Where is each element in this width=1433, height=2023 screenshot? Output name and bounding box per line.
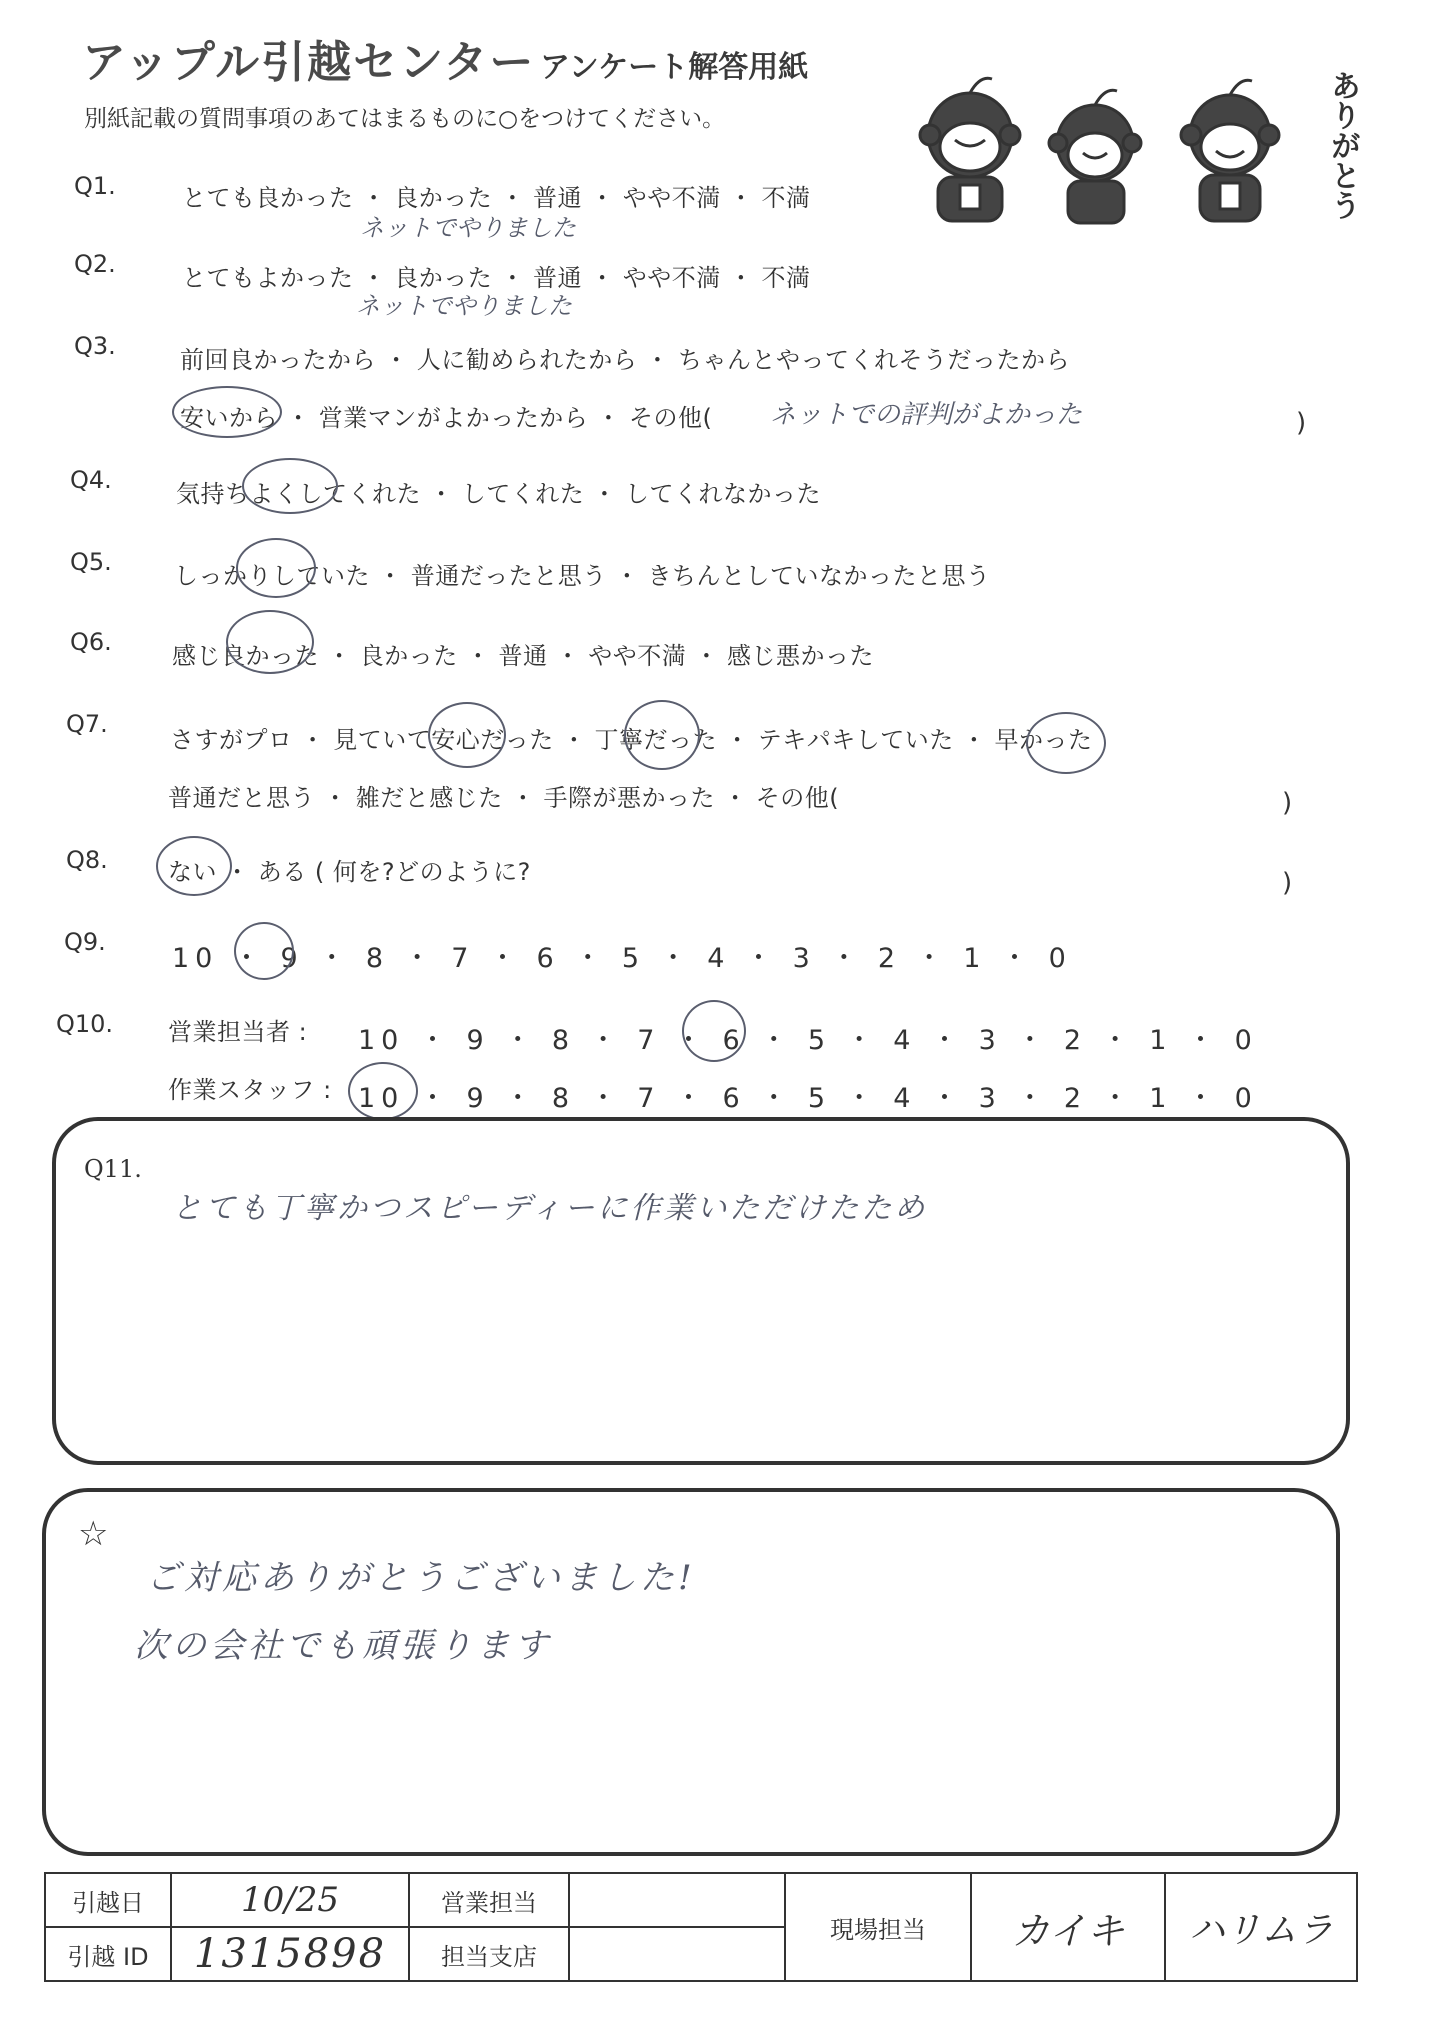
q10-label: Q10. — [56, 1010, 114, 1038]
sales-rep-value — [569, 1873, 785, 1927]
q6-selection-circle — [226, 610, 314, 674]
thanks-text: ありがとう — [1325, 70, 1360, 220]
q3-close-paren: ) — [1296, 408, 1307, 438]
q8-selection-circle — [156, 836, 232, 896]
comment-line-2: 次の会社でも頑張ります — [134, 1626, 552, 1666]
q7-selection-circle-hayakatta — [1026, 712, 1106, 774]
q11-answer-box — [52, 1117, 1350, 1465]
q7-selection-circle-anshin — [428, 702, 506, 768]
q10-sales-scale: 10 ・ 9 ・ 8 ・ 7 ・ 6 ・ 5 ・ 4 ・ 3 ・ 2 ・ 1 ・ 0 — [358, 1025, 1258, 1056]
q3-options-line-1: 前回良かったから ・ 人に勧められたから ・ ちゃんとやってくれそうだったから — [180, 346, 1071, 374]
site-staff-1: カイキ — [971, 1873, 1165, 1981]
q7-close-paren: ) — [1282, 788, 1293, 818]
q3-options-line-2: 安いから ・ 営業マンがよかったから ・ その他( — [180, 404, 713, 432]
q7-selection-circle-teinei — [624, 700, 700, 770]
comment-line-1: ご対応ありがとうございました! — [146, 1558, 696, 1598]
q10-sales-selection-circle — [682, 1000, 746, 1062]
form-title: アンケート解答用紙 — [540, 50, 809, 85]
sales-rep-label: 営業担当 — [409, 1873, 569, 1927]
q6-options: 感じ良かった ・ 良かった ・ 普通 ・ やや不満 ・ 感じ悪かった — [172, 642, 875, 670]
comment-box — [42, 1488, 1340, 1856]
q4-label: Q4. — [70, 466, 112, 494]
q8-close-paren: ) — [1282, 868, 1293, 898]
q10-staff-scale: 10 ・ 9 ・ 8 ・ 7 ・ 6 ・ 5 ・ 4 ・ 3 ・ 2 ・ 1 ・ 0 — [358, 1083, 1258, 1114]
monkey-2-icon — [1049, 90, 1141, 223]
q3-handwritten-note: ネットでの評判がよかった — [770, 400, 1083, 430]
q9-label: Q9. — [64, 928, 106, 956]
q7-options-line-2: 普通だと思う ・ 雑だと感じた ・ 手際が悪かった ・ その他( — [168, 784, 840, 812]
q5-options: しっかりしていた ・ 普通だったと思う ・ きちんとしていなかったと思う — [174, 562, 991, 590]
q4-selection-circle — [242, 458, 338, 514]
q3-selection-circle — [172, 386, 282, 438]
q2-label: Q2. — [74, 250, 116, 278]
q7-label: Q7. — [66, 710, 108, 738]
company-title: アップル引越センター — [82, 37, 536, 88]
move-date-label: 引越日 — [45, 1873, 171, 1927]
q8-options: ない ・ ある ( 何を?どのように? — [168, 858, 531, 886]
branch-value — [569, 1927, 785, 1981]
q1-label: Q1. — [74, 172, 116, 200]
q6-label: Q6. — [70, 628, 112, 656]
move-id-label: 引越 ID — [45, 1927, 171, 1981]
q8-label: Q8. — [66, 846, 108, 874]
q10-sales-label: 営業担当者 : — [168, 1018, 308, 1046]
q2-options: とてもよかった ・ 良かった ・ 普通 ・ やや不満 ・ 不満 — [182, 264, 811, 292]
q5-selection-circle — [236, 538, 316, 598]
q2-handwritten-note: ネットでやりました — [356, 292, 572, 320]
move-id-value: 1315898 — [171, 1927, 409, 1981]
move-date-value: 10/25 — [171, 1873, 409, 1927]
q7-options-line-1: さすがプロ ・ 見ていて安心だった ・ 丁寧だった ・ テキパキしていた ・ 早かった — [170, 726, 1093, 754]
q3-label: Q3. — [74, 332, 116, 360]
q9-selection-circle — [234, 922, 294, 980]
q9-scale: 10 ・ 9 ・ 8 ・ 7 ・ 6 ・ 5 ・ 4 ・ 3 ・ 2 ・ 1 ・ 0 — [172, 943, 1072, 974]
q5-label: Q5. — [70, 548, 112, 576]
q10-staff-label: 作業スタッフ : — [168, 1076, 332, 1104]
monkey-3-icon — [1181, 80, 1279, 221]
q1-options: とても良かった ・ 良かった ・ 普通 ・ やや不満 ・ 不満 — [182, 184, 811, 212]
star-icon: ☆ — [78, 1514, 109, 1554]
site-staff-2: ハリムラ — [1165, 1873, 1357, 1981]
q11-handwritten-answer: とても丁寧かつスピーディーに作業いただけたため — [172, 1191, 928, 1226]
q4-options: 気持ちよくしてくれた ・ してくれた ・ してくれなかった — [176, 480, 822, 508]
mascot-monkeys-illustration — [900, 55, 1360, 240]
branch-label: 担当支店 — [409, 1927, 569, 1981]
footer-table — [44, 1872, 1358, 1982]
q10-staff-selection-circle — [348, 1062, 418, 1120]
monkey-1-icon — [920, 78, 1020, 221]
site-staff-label: 現場担当 — [785, 1873, 971, 1981]
q11-label: Q11. — [84, 1155, 142, 1183]
instructions: 別紙記載の質問事項のあてはまるものに○をつけてください。 — [84, 106, 726, 132]
q1-handwritten-note: ネットでやりました — [360, 214, 576, 242]
